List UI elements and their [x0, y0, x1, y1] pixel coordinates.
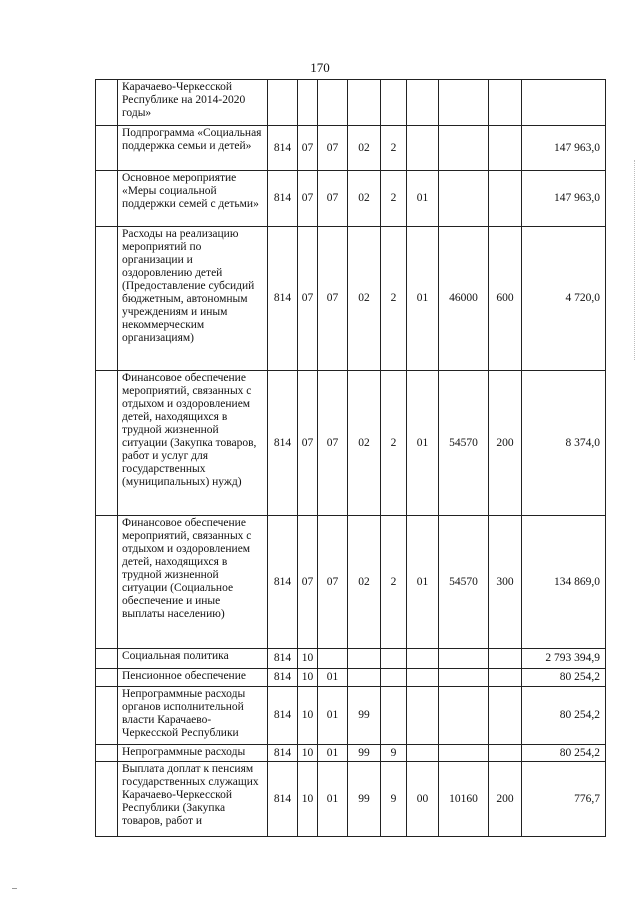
cell-sum	[522, 80, 606, 126]
cell-cs2: 2	[381, 371, 407, 516]
cell-vr	[489, 649, 522, 669]
cell-gr: 814	[268, 171, 298, 227]
row-margin-cell	[96, 649, 118, 669]
cell-cs2: 9	[381, 745, 407, 762]
cell-cs4: 54570	[439, 516, 489, 649]
cell-cs4: 10160	[439, 762, 489, 837]
cell-cs3: 01	[407, 516, 439, 649]
cell-vr	[489, 687, 522, 745]
cell-gr: 814	[268, 371, 298, 516]
table-row	[96, 126, 606, 171]
budget-table	[95, 79, 606, 837]
row-margin-cell	[96, 371, 118, 516]
cell-pr: 07	[318, 227, 348, 371]
cell-name: Непрограммные расходы	[118, 745, 268, 762]
cell-cs2: 2	[381, 126, 407, 171]
cell-gr: 814	[268, 669, 298, 687]
cell-cs3	[407, 126, 439, 171]
cell-cs3: 01	[407, 171, 439, 227]
cell-name: Карачаево-Черкесской Республике на 2014-2020 годы»	[118, 80, 268, 126]
cell-cs1	[348, 649, 381, 669]
cell-vr	[489, 745, 522, 762]
cell-pr: 01	[318, 687, 348, 745]
cell-rz: 10	[298, 687, 318, 745]
cell-cs4	[439, 126, 489, 171]
cell-cs2: 2	[381, 171, 407, 227]
table-row	[96, 80, 606, 126]
cell-cs1: 02	[348, 126, 381, 171]
cell-cs4: 54570	[439, 371, 489, 516]
cell-pr: 07	[318, 371, 348, 516]
cell-cs1: 99	[348, 687, 381, 745]
cell-pr: 01	[318, 669, 348, 687]
row-margin-cell	[96, 687, 118, 745]
cell-vr: 200	[489, 762, 522, 837]
cell-gr: 814	[268, 516, 298, 649]
cell-pr	[318, 80, 348, 126]
cell-name: Пенсионное обеспечение	[118, 669, 268, 687]
table-row	[96, 649, 606, 669]
cell-cs2	[381, 80, 407, 126]
cell-gr	[268, 80, 298, 126]
cell-pr: 07	[318, 126, 348, 171]
cell-sum: 80 254,2	[522, 669, 606, 687]
cell-cs3	[407, 687, 439, 745]
row-margin-cell	[96, 762, 118, 837]
cell-pr: 07	[318, 171, 348, 227]
cell-gr: 814	[268, 126, 298, 171]
cell-cs1: 02	[348, 227, 381, 371]
cell-gr: 814	[268, 745, 298, 762]
cell-cs4	[439, 80, 489, 126]
cell-rz: 07	[298, 227, 318, 371]
table-row	[96, 762, 606, 837]
scan-artifact	[12, 888, 17, 889]
table-row	[96, 227, 606, 371]
cell-pr: 01	[318, 745, 348, 762]
cell-name: Подпрограмма «Социальная поддержка семьи и детей»	[118, 126, 268, 171]
cell-vr: 600	[489, 227, 522, 371]
table-row	[96, 516, 606, 649]
cell-sum: 80 254,2	[522, 687, 606, 745]
row-margin-cell	[96, 227, 118, 371]
cell-pr: 01	[318, 762, 348, 837]
page-number: 170	[310, 60, 330, 75]
cell-vr	[489, 126, 522, 171]
cell-cs4	[439, 687, 489, 745]
row-margin-cell	[96, 171, 118, 227]
cell-name: Финансовое обеспечение мероприятий, связанных с отдыхом и оздоровлением детей, находящихся в трудной жизненной ситуации (Социальное обеспечение и иные выплаты населению)	[118, 516, 268, 649]
cell-sum: 134 869,0	[522, 516, 606, 649]
cell-vr: 200	[489, 371, 522, 516]
cell-cs3: 00	[407, 762, 439, 837]
cell-rz: 07	[298, 171, 318, 227]
table-row	[96, 669, 606, 687]
cell-rz: 10	[298, 669, 318, 687]
cell-cs4	[439, 745, 489, 762]
cell-cs3	[407, 80, 439, 126]
table-row	[96, 745, 606, 762]
cell-cs1	[348, 80, 381, 126]
cell-gr: 814	[268, 762, 298, 837]
cell-sum: 776,7	[522, 762, 606, 837]
cell-sum: 147 963,0	[522, 126, 606, 171]
cell-cs4	[439, 649, 489, 669]
budget-table-body	[96, 80, 606, 837]
table-row	[96, 171, 606, 227]
cell-cs3	[407, 669, 439, 687]
cell-pr: 07	[318, 516, 348, 649]
cell-cs3	[407, 649, 439, 669]
cell-gr: 814	[268, 687, 298, 745]
cell-vr: 300	[489, 516, 522, 649]
cell-name: Непрограммные расходы органов исполнительной власти Карачаево-Черкесской Республики	[118, 687, 268, 745]
cell-cs4	[439, 171, 489, 227]
cell-cs2: 2	[381, 227, 407, 371]
cell-rz: 07	[298, 516, 318, 649]
cell-rz: 07	[298, 371, 318, 516]
table-row	[96, 371, 606, 516]
scan-edge-mark	[634, 160, 636, 360]
cell-cs4	[439, 669, 489, 687]
cell-cs1: 02	[348, 371, 381, 516]
cell-gr: 814	[268, 649, 298, 669]
row-margin-cell	[96, 80, 118, 126]
cell-cs1: 99	[348, 745, 381, 762]
row-margin-cell	[96, 126, 118, 171]
row-margin-cell	[96, 516, 118, 649]
cell-cs2: 2	[381, 516, 407, 649]
cell-cs3: 01	[407, 227, 439, 371]
cell-sum: 8 374,0	[522, 371, 606, 516]
cell-cs3	[407, 745, 439, 762]
row-margin-cell	[96, 745, 118, 762]
row-margin-cell	[96, 669, 118, 687]
cell-cs1: 02	[348, 516, 381, 649]
cell-cs4: 46000	[439, 227, 489, 371]
cell-rz: 10	[298, 649, 318, 669]
cell-cs2	[381, 687, 407, 745]
cell-sum: 2 793 394,9	[522, 649, 606, 669]
cell-sum: 147 963,0	[522, 171, 606, 227]
cell-vr	[489, 171, 522, 227]
cell-name: Социальная политика	[118, 649, 268, 669]
cell-rz	[298, 80, 318, 126]
cell-gr: 814	[268, 227, 298, 371]
cell-cs1: 02	[348, 171, 381, 227]
cell-name: Расходы на реализацию мероприятий по организации и оздоровлению детей (Предоставление субсидий бюджетным, автономным учреждениям и иным некоммерческим организациям)	[118, 227, 268, 371]
cell-cs2	[381, 669, 407, 687]
cell-cs2	[381, 649, 407, 669]
table-row	[96, 687, 606, 745]
cell-cs1	[348, 669, 381, 687]
cell-vr	[489, 80, 522, 126]
cell-rz: 10	[298, 762, 318, 837]
cell-sum: 4 720,0	[522, 227, 606, 371]
cell-name: Основное мероприятие «Меры социальной поддержки семей с детьми»	[118, 171, 268, 227]
cell-rz: 10	[298, 745, 318, 762]
cell-cs2: 9	[381, 762, 407, 837]
cell-vr	[489, 669, 522, 687]
cell-pr	[318, 649, 348, 669]
cell-cs3: 01	[407, 371, 439, 516]
cell-cs1: 99	[348, 762, 381, 837]
cell-name: Финансовое обеспечение мероприятий, связанных с отдыхом и оздоровлением детей, находящихся в трудной жизненной ситуации (Закупка товаров, работ и услуг для государственных (муниципальных) нужд)	[118, 371, 268, 516]
cell-name: Выплата доплат к пенсиям государственных служащих Карачаево-Черкесской Республики (Закупка товаров, работ и	[118, 762, 268, 837]
cell-rz: 07	[298, 126, 318, 171]
cell-sum: 80 254,2	[522, 745, 606, 762]
